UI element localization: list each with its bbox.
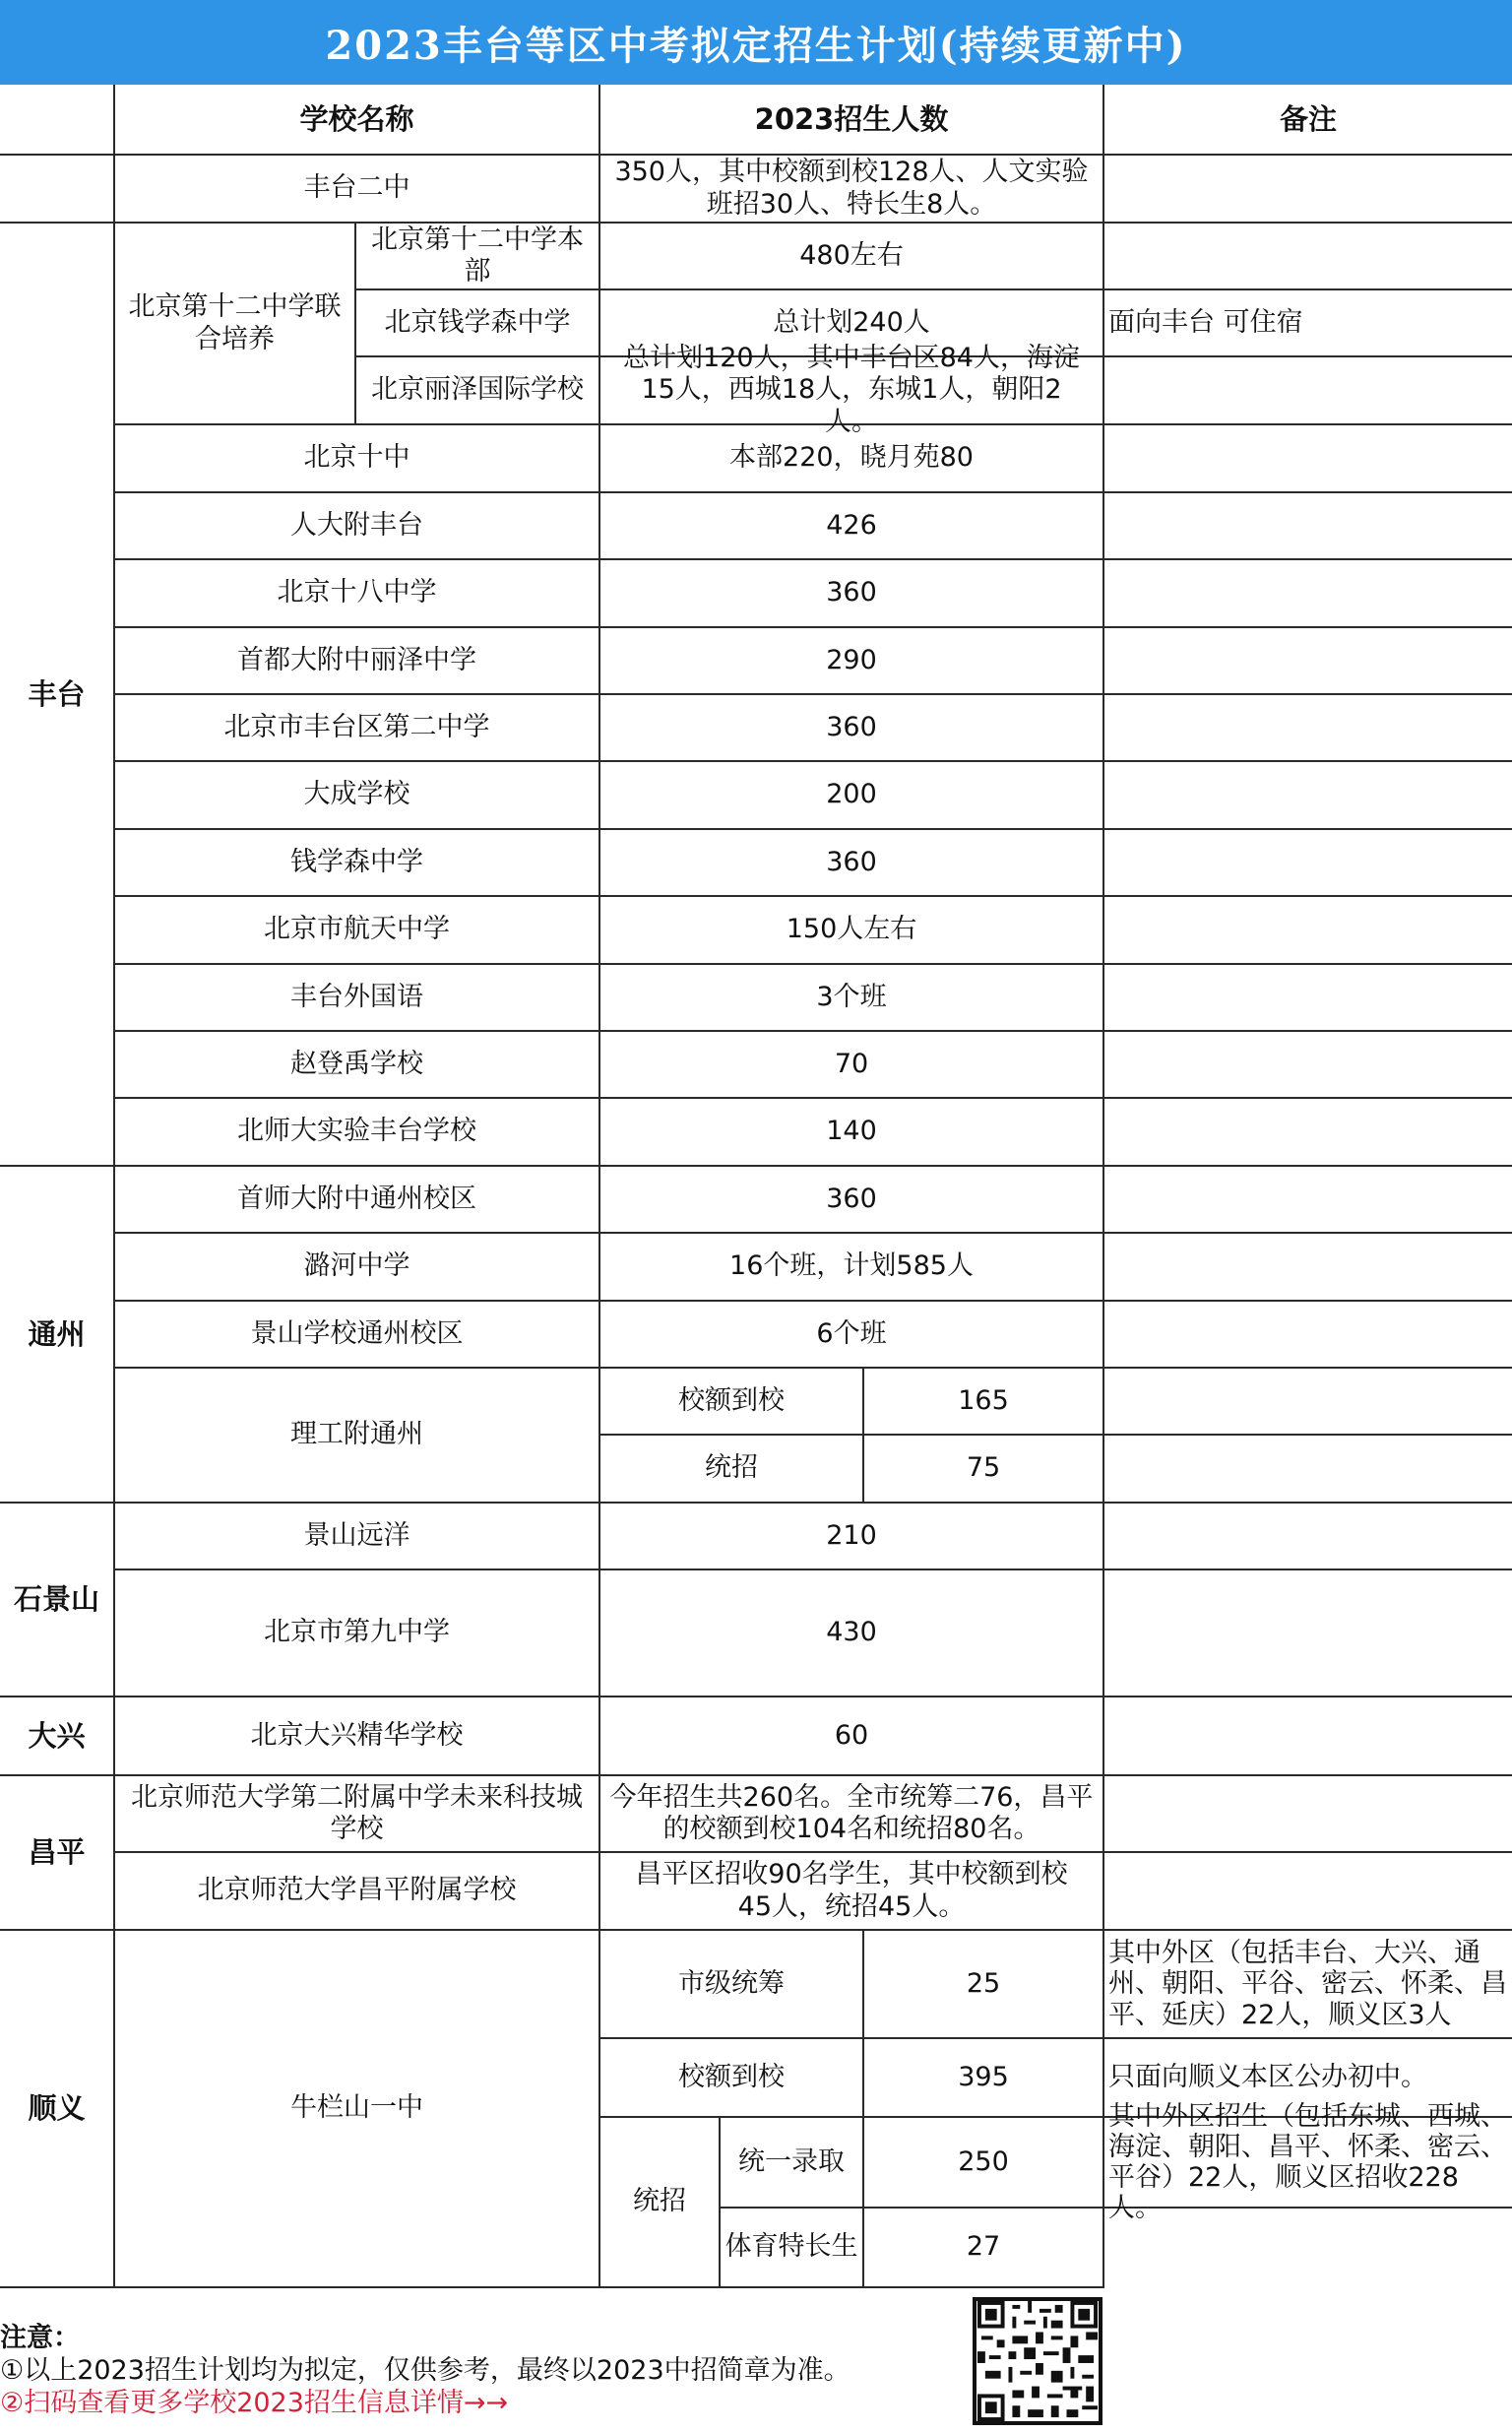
school-name: 牛栏山一中 (115, 1931, 600, 2288)
school-name: 大成学校 (115, 762, 600, 830)
enroll-count: 今年招生共260名。全市统筹二76，昌平的校额到校104名和统招80名。 (600, 1776, 1104, 1853)
note-cell (1104, 1697, 1512, 1776)
enroll-count: 165 (864, 1369, 1104, 1436)
school-name: 首都大附中丽泽中学 (115, 628, 600, 695)
note-cell: 只面向顺义本区公办初中。 (1104, 2039, 1512, 2118)
school-name: 潞河中学 (115, 1234, 600, 1302)
school-name: 景山远洋 (115, 1504, 600, 1570)
sub-category: 市级统筹 (600, 1931, 864, 2039)
note-cell (1104, 1776, 1512, 1853)
enroll-count: 昌平区招收90名学生，其中校额到校45人，统招45人。 (600, 1853, 1104, 1931)
enroll-count: 360 (600, 560, 1104, 628)
school-name: 北京师范大学昌平附属学校 (115, 1853, 600, 1931)
school-name: 首师大附中通州校区 (115, 1167, 600, 1234)
note-cell: 面向丰台 可住宿 (1104, 290, 1512, 357)
notes-line1: ①以上2023招生计划均为拟定，仅供参考，最终以2023中招简章为准。 (0, 2355, 850, 2386)
enroll-count: 60 (600, 1697, 1104, 1776)
enroll-count: 360 (600, 1167, 1104, 1234)
school-name: 钱学森中学 (115, 830, 600, 897)
note-cell (1104, 1167, 1512, 1234)
district-changping: 昌平 (0, 1776, 115, 1931)
school-name: 北京钱学森中学 (356, 290, 600, 357)
note-cell (1104, 1099, 1512, 1167)
district-shunyi: 顺义 (0, 1931, 115, 2288)
school-name: 北京十八中学 (115, 560, 600, 628)
note-cell (1104, 224, 1512, 290)
school-name: 北师大实验丰台学校 (115, 1099, 600, 1167)
district-tongzhou: 通州 (0, 1167, 115, 1504)
enroll-count: 6个班 (600, 1302, 1104, 1369)
header-count: 2023招生人数 (600, 85, 1104, 156)
note-cell (1104, 1570, 1512, 1697)
note-cell (1104, 1504, 1512, 1570)
note-cell (1104, 695, 1512, 762)
school-name: 北京市航天中学 (115, 897, 600, 965)
sub-category: 校额到校 (600, 2039, 864, 2118)
school-name: 北京十中 (115, 425, 600, 493)
note-cell (1104, 965, 1512, 1032)
note-cell (1104, 897, 1512, 965)
note-cell (1104, 560, 1512, 628)
group-label: 北京第十二中学联合培养 (115, 224, 356, 425)
enroll-count: 350人，其中校额到校128人、人文实验班招30人、特长生8人。 (600, 156, 1104, 224)
sub-category: 统一录取 (721, 2118, 864, 2209)
note-cell (1104, 628, 1512, 695)
notes-label: 注意： (0, 2323, 80, 2353)
note-cell: 其中外区招生（包括东城、西城、海淀、朝阳、昌平、怀柔、密云、平谷）22人，顺义区招收228人。 (1104, 2118, 1512, 2209)
sub-category: 统招 (600, 2118, 721, 2288)
header-district-cell (0, 85, 115, 156)
note-cell (1104, 1369, 1512, 1436)
note-cell (1104, 1234, 1512, 1302)
district-fengtai: 丰台 (0, 224, 115, 1167)
enroll-count: 250 (864, 2118, 1104, 2209)
sub-category: 统招 (600, 1436, 864, 1504)
note-cell (1104, 493, 1512, 560)
enroll-count: 360 (600, 830, 1104, 897)
enroll-count: 150人左右 (600, 897, 1104, 965)
sub-category: 体育特长生 (721, 2209, 864, 2288)
enroll-count: 本部220，晓月苑80 (600, 425, 1104, 493)
notes (0, 2322, 850, 2419)
district-daxing: 大兴 (0, 1697, 115, 1776)
enroll-count: 27 (864, 2209, 1104, 2288)
school-name: 北京大兴精华学校 (115, 1697, 600, 1776)
enroll-count: 总计划120人，其中丰台区84人，海淀15人，西城18人，东城1人，朝阳2人。 (600, 357, 1104, 425)
qr-code[interactable] (973, 2297, 1102, 2425)
header-note: 备注 (1104, 85, 1512, 156)
enroll-count: 总计划240人 (600, 290, 1104, 357)
school-name: 赵登禹学校 (115, 1032, 600, 1099)
note-cell (1104, 1302, 1512, 1369)
note-cell (1104, 1853, 1512, 1931)
enroll-count: 395 (864, 2039, 1104, 2118)
school-name: 北京市丰台区第二中学 (115, 695, 600, 762)
enroll-count: 290 (600, 628, 1104, 695)
enroll-count: 3个班 (600, 965, 1104, 1032)
enroll-count: 210 (600, 1504, 1104, 1570)
enroll-count: 430 (600, 1570, 1104, 1697)
enroll-count: 360 (600, 695, 1104, 762)
enroll-count: 25 (864, 1931, 1104, 2039)
note-cell (1104, 762, 1512, 830)
note-cell (1104, 1032, 1512, 1099)
enroll-count: 16个班，计划585人 (600, 1234, 1104, 1302)
school-name: 理工附通州 (115, 1369, 600, 1504)
school-name: 丰台二中 (115, 156, 600, 224)
school-name: 人大附丰台 (115, 493, 600, 560)
enroll-count: 75 (864, 1436, 1104, 1504)
sub-category: 校额到校 (600, 1369, 864, 1436)
school-name: 北京第十二中学本部 (356, 224, 600, 290)
header-school: 学校名称 (115, 85, 600, 156)
note-cell (1104, 1436, 1512, 1504)
enroll-count: 426 (600, 493, 1104, 560)
enroll-count: 140 (600, 1099, 1104, 1167)
school-name: 北京丽泽国际学校 (356, 357, 600, 425)
note-cell (1104, 357, 1512, 425)
note-cell (1104, 425, 1512, 493)
school-name: 北京市第九中学 (115, 1570, 600, 1697)
note-cell (1104, 2209, 1512, 2288)
enroll-count: 70 (600, 1032, 1104, 1099)
district-cell (0, 156, 115, 224)
school-name: 丰台外国语 (115, 965, 600, 1032)
school-name: 北京师范大学第二附属中学未来科技城学校 (115, 1776, 600, 1853)
note-cell (1104, 830, 1512, 897)
school-name: 景山学校通州校区 (115, 1302, 600, 1369)
notes-line2[interactable]: ②扫码查看更多学校2023招生信息详情→→ (0, 2388, 509, 2418)
enroll-count: 480左右 (600, 224, 1104, 290)
page-title: 2023丰台等区中考拟定招生计划(持续更新中) (0, 0, 1512, 85)
district-shijingshan: 石景山 (0, 1504, 115, 1697)
qr-code-icon (976, 2301, 1099, 2421)
note-cell (1104, 156, 1512, 224)
note-cell: 其中外区（包括丰台、大兴、通州、朝阳、平谷、密云、怀柔、昌平、延庆）22人，顺义区3人 (1104, 1931, 1512, 2039)
enroll-count: 200 (600, 762, 1104, 830)
